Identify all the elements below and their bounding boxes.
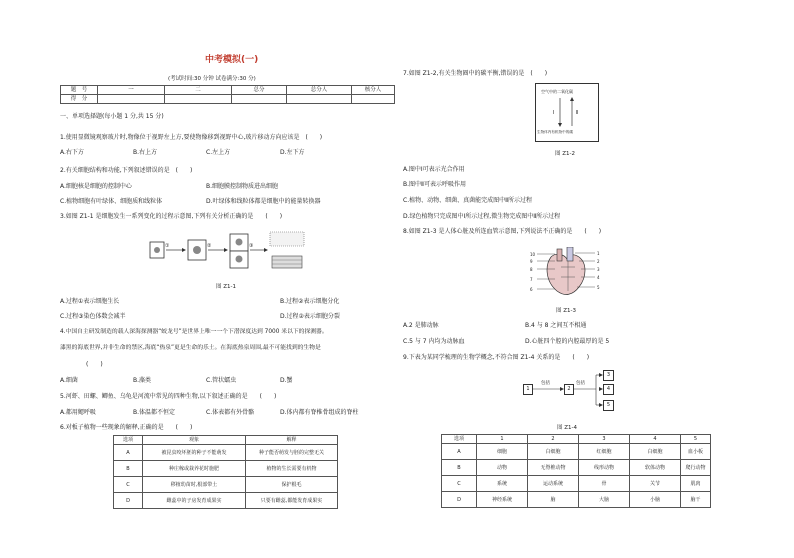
q2-option-b: B.细胞膜控制物质进出细胞 <box>206 183 279 190</box>
table-cell: 关节 <box>630 476 681 492</box>
question-8: 8.如图 Z1-3 是人体心脏及所连血管示意图,下列说法不正确的是 ( ) <box>403 228 602 235</box>
fig2-arrow-ii: Ⅱ <box>576 110 579 116</box>
q6-table <box>113 435 338 509</box>
q1-option-d: D.左下方 <box>280 149 305 156</box>
question-4-line1: 4.中国自主研发制造的载人深海探测器“蛟龙号”是世界上唯一一个下潜深度达到 7000 米以下的探测器。 <box>60 329 328 335</box>
table-cell: 红细胞 <box>579 444 630 460</box>
table-cell: C <box>442 476 477 492</box>
table-cell: 雌蕊中的子房发育成果实 <box>143 493 246 509</box>
score-header: 核分人 <box>352 86 395 95</box>
table-cell: 白细胞 <box>528 444 579 460</box>
q4-option-a: A.细菌 <box>60 377 78 384</box>
q5-option-c: C.体表都有外骨骼 <box>206 409 255 416</box>
concept-includes-1: 包括 <box>541 381 550 386</box>
heart-label-9: 9 <box>530 259 533 264</box>
table-cell: 保护根毛 <box>246 477 338 493</box>
q7-option-b: B.图中Ⅱ可表示呼吸作用 <box>403 181 466 188</box>
table-cell: 软体动物 <box>630 460 681 476</box>
q7-option-c: C.植物、动物、细菌、真菌能完成图中Ⅱ所示过程 <box>403 197 533 204</box>
fig2-bottom-label: 生物体内有机物中的碳 <box>537 130 573 134</box>
q9-table <box>441 434 711 508</box>
table-cell: 系统 <box>477 476 528 492</box>
fig1-label-3: ③ <box>249 243 254 249</box>
table-header: 4 <box>630 435 681 444</box>
table-cell: 肌肉 <box>681 476 711 492</box>
question-4-line2: 漆黑的海底世界,并非生命的禁区,海底“热泉”更是生命的乐土。在海底热泉周围,最不可能找到的生物是 <box>60 345 321 351</box>
exam-info: (考试时间:30 分钟 试卷满分:30 分) <box>168 76 256 82</box>
heart-label-10: 10 <box>530 252 536 257</box>
concept-box-4: 4 <box>603 384 614 395</box>
table-header: 1 <box>477 435 528 444</box>
heart-label-6: 6 <box>530 287 533 292</box>
score-header: 总分人 <box>287 86 352 95</box>
table-cell: C <box>114 477 143 493</box>
table-cell: 小脑 <box>630 492 681 508</box>
question-7: 7.如图 Z1-2,有关生物圈中的碳平衡,错误的是 ( ) <box>403 70 548 77</box>
page-title: 中考模拟(一) <box>205 55 259 65</box>
table-cell: A <box>114 445 143 461</box>
table-cell: 被昆虫咬坏胚的种子不能萌发 <box>143 445 246 461</box>
table-cell: 植物的生长需要有机物 <box>246 461 338 477</box>
table-cell: 脑干 <box>681 492 711 508</box>
q7-option-d: D.绿色植物只完成图中Ⅰ所示过程,微生物完成图中Ⅱ所示过程 <box>403 213 561 220</box>
table-cell: 动物 <box>477 460 528 476</box>
table-row <box>114 461 338 477</box>
fig2-arrow-i: Ⅰ <box>553 110 555 116</box>
table-cell: 种庄稼或栽养花时施肥 <box>143 461 246 477</box>
q5-option-a: A.都用鳃呼吸 <box>60 409 96 416</box>
fig2-arrows <box>535 94 597 130</box>
table-header: 3 <box>579 435 630 444</box>
score-table <box>60 85 395 104</box>
q8-option-b: B.4 与 8 之间互不相通 <box>525 322 587 329</box>
table-cell: 骨 <box>579 476 630 492</box>
table-cell: 爬行动物 <box>681 460 711 476</box>
q3-option-c: C.过程③染色体数会减半 <box>60 313 126 320</box>
table-cell: 只要有雌蕊,都能发育成果实 <box>246 493 338 509</box>
score-cell <box>232 95 287 104</box>
table-cell: D <box>114 493 143 509</box>
q8-option-d: D.心脏四个腔的内腔最厚的是 5 <box>525 338 610 345</box>
table-cell: 血小板 <box>681 444 711 460</box>
table-row <box>442 476 711 492</box>
score-cell <box>352 95 395 104</box>
heart-label-7: 7 <box>530 277 533 282</box>
concept-box-3: 3 <box>603 370 614 381</box>
table-cell: 移植幼苗时,根部带土 <box>143 477 246 493</box>
table-cell: 大脑 <box>579 492 630 508</box>
heart-label-5: 5 <box>597 285 600 290</box>
question-4-paren: ( ) <box>86 361 103 368</box>
fig2-top-label: 空气中的二氧化碳 <box>541 89 573 94</box>
score-table-row <box>61 95 395 104</box>
section-heading: 一、单项选择题(每小题 1 分,共 15 分) <box>60 113 164 120</box>
score-header: 二 <box>165 86 232 95</box>
table-row <box>114 445 338 461</box>
score-header: 题 号 <box>61 86 98 95</box>
table-row <box>442 444 711 460</box>
table-row <box>114 436 338 445</box>
q3-option-a: A.过程①表示细胞生长 <box>60 298 120 305</box>
fig2-caption: 图 Z1-2 <box>555 151 575 157</box>
fig3-caption: 图 Z1-3 <box>556 308 576 314</box>
heart-label-4: 4 <box>597 275 600 280</box>
table-header: 解释 <box>246 436 338 445</box>
score-header: 一 <box>98 86 165 95</box>
question-2: 2.有关细胞结构和功能,下列叙述错误的是 ( ) <box>60 167 193 174</box>
table-row <box>442 492 711 508</box>
q3-option-d: D.过程②表示细胞分裂 <box>280 313 340 320</box>
q4-option-c: C.管状蠕虫 <box>206 377 237 384</box>
table-cell: 白细胞 <box>630 444 681 460</box>
concept-box-2: 2 <box>564 384 574 395</box>
fig1-caption: 图 Z1-1 <box>216 284 236 290</box>
q2-option-d: D.叶绿体和线粒体都是细胞中的能量转换器 <box>206 198 321 205</box>
table-header: 5 <box>681 435 711 444</box>
q1-option-b: B.右上方 <box>133 149 158 156</box>
score-label: 得 分 <box>61 95 98 104</box>
table-cell: B <box>114 461 143 477</box>
heart-label-8: 8 <box>530 267 533 272</box>
q4-option-b: B.藻类 <box>133 377 152 384</box>
table-header: 观象 <box>143 436 246 445</box>
question-6: 6.对板子植物一些现象的解释,正确的是 ( ) <box>60 424 193 431</box>
fig4-caption: 图 Z1-4 <box>557 425 577 431</box>
q1-option-a: A.右下方 <box>60 149 84 156</box>
fig1-label-1: ① <box>165 243 170 249</box>
table-header: 2 <box>528 435 579 444</box>
table-cell: 运动系统 <box>528 476 579 492</box>
table-cell: 线形动物 <box>579 460 630 476</box>
heart-label-1: 1 <box>597 251 600 256</box>
q7-option-a: A.图中Ⅰ可表示光合作用 <box>403 166 465 173</box>
table-cell: A <box>442 444 477 460</box>
table-cell: 脑 <box>528 492 579 508</box>
question-5: 5.河虾、田螺、鲫鱼、乌龟是河流中常见的四种生物,以下叙述正确的是 ( ) <box>60 393 277 400</box>
table-row <box>442 435 711 444</box>
score-cell <box>98 95 165 104</box>
table-header: 选项 <box>442 435 477 444</box>
q4-option-d: D.蟹 <box>280 377 293 384</box>
question-1: 1.使用显微镜观察玻片时,物像位于视野左上方,要使物像移到视野中心,玻片移动方向应该是 ( ) <box>60 134 323 141</box>
q8-option-c: C.5 与 7 内均为动脉血 <box>403 338 465 345</box>
table-cell: 种子能否萌发与胚的完整无关 <box>246 445 338 461</box>
q3-option-b: B.过程②表示细胞分化 <box>280 298 340 305</box>
heart-label-3: 3 <box>597 267 600 272</box>
table-row <box>114 477 338 493</box>
q1-option-c: C.左上方 <box>206 149 231 156</box>
table-row <box>442 460 711 476</box>
table-cell: 神经系统 <box>477 492 528 508</box>
score-cell <box>287 95 352 104</box>
concept-box-1: 1 <box>523 384 533 395</box>
question-9: 9.下表为某同学梳理的生物学概念,不符合图 Z1-4 关系的是 ( ) <box>403 354 590 361</box>
heart-figure <box>535 247 603 299</box>
table-cell: D <box>442 492 477 508</box>
table-header: 选项 <box>114 436 143 445</box>
score-header: 总分 <box>232 86 287 95</box>
q5-option-d: D.体内都有脊椎骨组成的脊柱 <box>280 409 359 416</box>
table-row <box>114 493 338 509</box>
heart-label-2: 2 <box>597 259 600 264</box>
score-cell <box>165 95 232 104</box>
concept-box-5: 5 <box>603 400 614 411</box>
cell-division-figure <box>148 228 308 276</box>
table-cell: B <box>442 460 477 476</box>
score-table-row <box>61 86 395 95</box>
q8-option-a: A.2 是肺动脉 <box>403 322 439 329</box>
question-3: 3.如图 Z1-1 是细胞发生一系列变化的过程示意图,下列有关分析正确的是 ( ) <box>60 213 283 220</box>
concept-includes-2: 包括 <box>576 381 585 386</box>
q5-option-b: B.体温都不恒定 <box>133 409 176 416</box>
table-cell: 细胞 <box>477 444 528 460</box>
q2-option-c: C.植物细胞有叶绿体、细胞质和线粒体 <box>60 198 163 205</box>
table-cell: 无脊椎动物 <box>528 460 579 476</box>
fig1-label-2: ② <box>207 243 212 249</box>
q2-option-a: A.细胞核是细胞的控制中心 <box>60 183 132 190</box>
